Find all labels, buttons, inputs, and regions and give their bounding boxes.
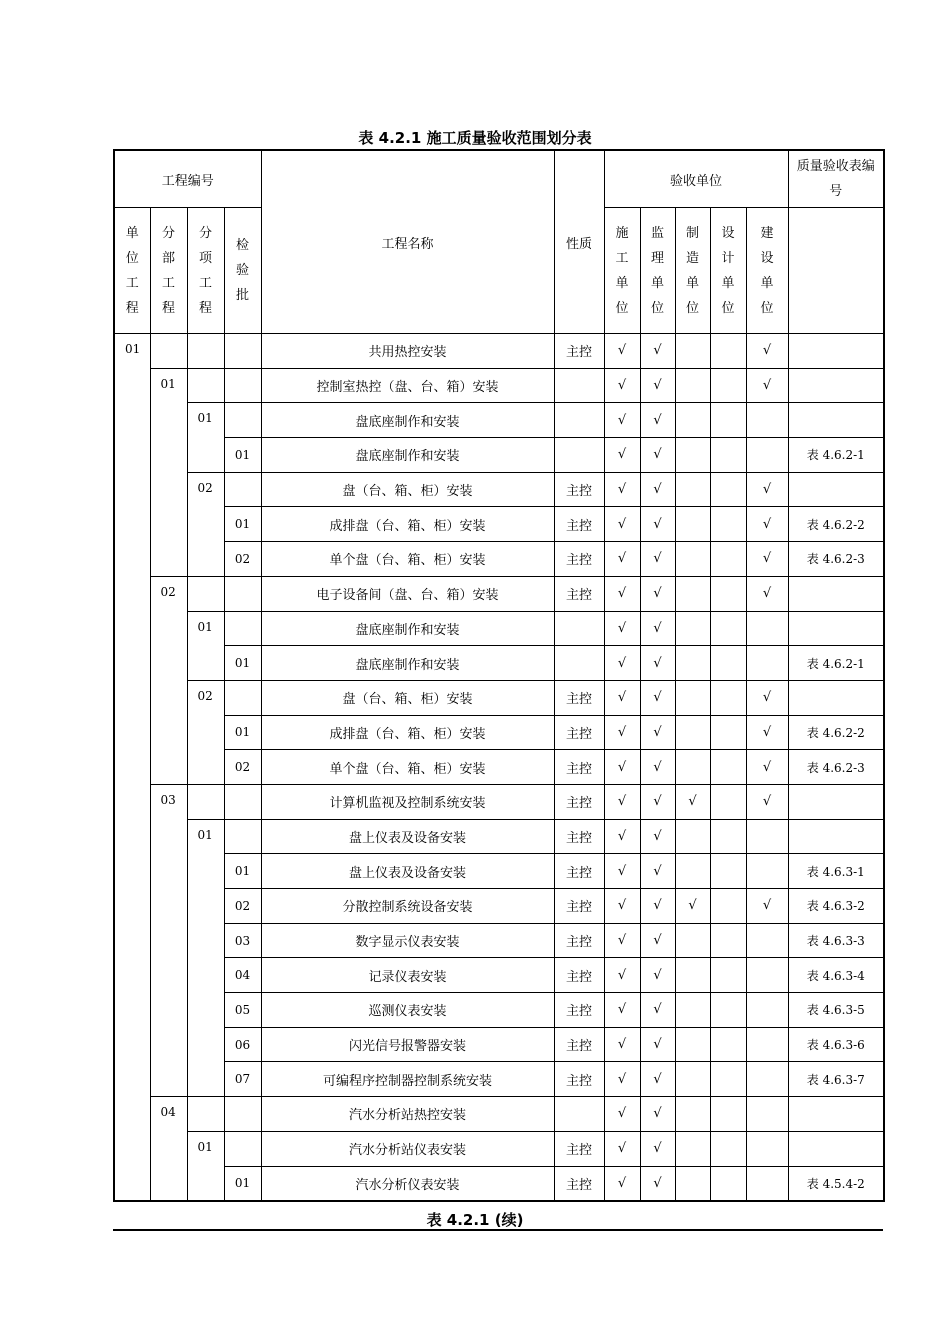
check-supervision: √ [640,784,675,819]
subitem-cell [187,1097,224,1132]
check-owner [746,611,788,646]
check-owner [746,1166,788,1201]
check-design [710,438,746,473]
form-number-cell [788,1131,884,1166]
check-design [710,958,746,993]
check-manufacturing [675,750,710,785]
subitem-cell [187,576,224,611]
check-manufacturing [675,1062,710,1097]
check-supervision: √ [640,368,675,403]
form-number-cell [788,819,884,854]
check-manufacturing [675,542,710,577]
check-supervision: √ [640,438,675,473]
table-row [114,819,884,854]
table-row [114,1166,884,1201]
check-construction: √ [604,368,640,403]
subitem-code-cell: 01 [187,819,224,1097]
nature-cell: 主控 [554,1062,604,1097]
check-owner [746,1131,788,1166]
check-manufacturing [675,923,710,958]
project-name-cell: 盘上仪表及设备安装 [261,854,554,889]
check-owner: √ [746,576,788,611]
nature-cell: 主控 [554,1166,604,1201]
lot-cell [224,1131,261,1166]
check-owner: √ [746,750,788,785]
project-name-cell: 盘底座制作和安装 [261,646,554,681]
check-manufacturing [675,715,710,750]
check-manufacturing: √ [675,784,710,819]
check-design [710,1027,746,1062]
project-name-cell: 盘底座制作和安装 [261,438,554,473]
check-construction: √ [604,1062,640,1097]
lot-code-cell: 03 [224,923,261,958]
nature-cell [554,1097,604,1132]
check-design [710,646,746,681]
check-manufacturing [675,958,710,993]
check-supervision: √ [640,993,675,1028]
nature-cell [554,368,604,403]
check-supervision: √ [640,958,675,993]
check-supervision: √ [640,680,675,715]
check-design [710,611,746,646]
check-construction: √ [604,1131,640,1166]
owner-unit-header: 建设单位 [746,208,788,334]
nature-cell: 主控 [554,854,604,889]
subitem-project-header: 分项工程 [187,208,224,334]
check-supervision: √ [640,611,675,646]
construction-unit-header: 施工单位 [604,208,640,334]
check-manufacturing [675,1097,710,1132]
nature-cell: 主控 [554,472,604,507]
project-name-cell: 控制室热控（盘、台、箱）安装 [261,368,554,403]
table-row [114,680,884,715]
check-owner: √ [746,507,788,542]
project-name-cell: 盘底座制作和安装 [261,611,554,646]
lot-cell [224,576,261,611]
check-supervision: √ [640,889,675,924]
nature-cell: 主控 [554,507,604,542]
lot-code-cell: 07 [224,1062,261,1097]
project-name-cell: 单个盘（台、箱、柜）安装 [261,750,554,785]
inspection-lot-header: 检验批 [224,208,261,334]
check-supervision: √ [640,472,675,507]
check-owner: √ [746,542,788,577]
form-number-cell: 表 4.6.3-4 [788,958,884,993]
lot-cell [224,334,261,369]
check-supervision: √ [640,1166,675,1201]
project-name-cell: 盘（台、箱、柜）安装 [261,680,554,715]
lot-code-cell: 05 [224,993,261,1028]
project-name-cell: 汽水分析站热控安装 [261,1097,554,1132]
lot-code-cell: 02 [224,889,261,924]
check-construction: √ [604,958,640,993]
form-number-cell: 表 4.6.3-2 [788,889,884,924]
check-design [710,819,746,854]
nature-cell: 主控 [554,334,604,369]
design-unit-header: 设计单位 [710,208,746,334]
lot-code-cell: 01 [224,507,261,542]
form-number-subheader [788,208,884,334]
nature-cell: 主控 [554,1027,604,1062]
form-number-cell: 表 4.6.3-1 [788,854,884,889]
check-owner: √ [746,889,788,924]
check-construction: √ [604,542,640,577]
table-row [114,1027,884,1062]
check-construction: √ [604,646,640,681]
nature-cell [554,403,604,438]
project-name-header: 工程名称 [261,150,554,334]
subitem-code-cell: 02 [187,472,224,576]
form-number-cell: 表 4.6.3-5 [788,993,884,1028]
check-design [710,993,746,1028]
check-owner [746,993,788,1028]
check-supervision: √ [640,715,675,750]
check-construction: √ [604,1097,640,1132]
project-code-header: 工程编号 [114,150,261,208]
check-supervision: √ [640,507,675,542]
check-manufacturing [675,576,710,611]
lot-code-cell: 04 [224,958,261,993]
table-row [114,889,884,924]
check-supervision: √ [640,576,675,611]
nature-header: 性质 [554,150,604,334]
bottom-rule [113,1229,883,1231]
check-supervision: √ [640,750,675,785]
project-name-cell: 分散控制系统设备安装 [261,889,554,924]
lot-code-cell: 02 [224,750,261,785]
table-row [114,611,884,646]
check-supervision: √ [640,819,675,854]
division-project-header: 分部工程 [150,208,187,334]
nature-cell: 主控 [554,958,604,993]
lot-code-cell: 01 [224,715,261,750]
subitem-code-cell: 01 [187,403,224,472]
subitem-code-cell: 01 [187,1131,224,1201]
project-name-cell: 可编程序控制器控制系统安装 [261,1062,554,1097]
manufacturing-unit-header: 制造单位 [675,208,710,334]
continuation-title: 表 4.2.1 (续) [426,1211,524,1229]
check-design [710,542,746,577]
table-row [114,854,884,889]
nature-cell: 主控 [554,715,604,750]
project-name-cell: 汽水分析仪表安装 [261,1166,554,1201]
form-number-cell: 表 4.6.2-2 [788,507,884,542]
check-supervision: √ [640,923,675,958]
check-owner [746,1097,788,1132]
check-manufacturing [675,611,710,646]
unit-project-header: 单位工程 [114,208,150,334]
table-row [114,958,884,993]
project-name-cell: 闪光信号报警器安装 [261,1027,554,1062]
lot-cell [224,611,261,646]
check-manufacturing [675,472,710,507]
form-number-header: 质量验收表编号 [788,150,884,208]
project-name-cell: 成排盘（台、箱、柜）安装 [261,715,554,750]
nature-cell: 主控 [554,993,604,1028]
check-construction: √ [604,611,640,646]
check-construction: √ [604,923,640,958]
check-manufacturing [675,1166,710,1201]
check-owner [746,438,788,473]
form-number-cell [788,576,884,611]
table-row [114,1062,884,1097]
check-supervision: √ [640,854,675,889]
form-number-cell [788,680,884,715]
check-construction: √ [604,750,640,785]
check-construction: √ [604,993,640,1028]
form-number-cell: 表 4.6.2-3 [788,750,884,785]
nature-cell: 主控 [554,542,604,577]
table-row [114,1097,884,1132]
check-owner: √ [746,784,788,819]
check-manufacturing [675,854,710,889]
project-name-cell: 共用热控安装 [261,334,554,369]
check-construction: √ [604,680,640,715]
check-owner [746,403,788,438]
check-owner: √ [746,368,788,403]
subitem-cell [187,784,224,819]
unit-code-cell: 01 [114,334,150,1202]
lot-code-cell: 01 [224,646,261,681]
table-row [114,472,884,507]
project-name-cell: 成排盘（台、箱、柜）安装 [261,507,554,542]
check-owner [746,1062,788,1097]
lot-cell [224,1097,261,1132]
table-row [114,750,884,785]
lot-cell [224,403,261,438]
table-row [114,993,884,1028]
form-number-cell: 表 4.6.3-6 [788,1027,884,1062]
table-row [114,646,884,681]
check-design [710,334,746,369]
form-number-cell [788,368,884,403]
division-code-cell: 04 [150,1097,187,1202]
quality-acceptance-table [113,149,885,1202]
check-manufacturing [675,368,710,403]
form-number-cell [788,334,884,369]
check-design [710,1062,746,1097]
table-row [114,1131,884,1166]
form-number-cell: 表 4.6.2-3 [788,542,884,577]
project-name-cell: 电子设备间（盘、台、箱）安装 [261,576,554,611]
check-construction: √ [604,334,640,369]
division-code-cell: 02 [150,576,187,784]
form-number-cell: 表 4.6.3-3 [788,923,884,958]
project-name-cell: 盘底座制作和安装 [261,403,554,438]
check-design [710,680,746,715]
form-number-cell [788,472,884,507]
table-row [114,715,884,750]
nature-cell: 主控 [554,923,604,958]
nature-cell [554,438,604,473]
check-supervision: √ [640,334,675,369]
check-supervision: √ [640,1027,675,1062]
check-construction: √ [604,889,640,924]
table-row [114,438,884,473]
nature-cell [554,646,604,681]
lot-code-cell: 01 [224,1166,261,1201]
check-manufacturing [675,334,710,369]
nature-cell: 主控 [554,784,604,819]
check-supervision: √ [640,1131,675,1166]
check-construction: √ [604,472,640,507]
lot-code-cell: 02 [224,542,261,577]
lot-code-cell: 01 [224,854,261,889]
nature-cell: 主控 [554,576,604,611]
check-construction: √ [604,784,640,819]
subitem-cell [187,334,224,369]
table-row [114,784,884,819]
form-number-cell [788,403,884,438]
check-supervision: √ [640,403,675,438]
nature-cell: 主控 [554,750,604,785]
check-owner: √ [746,715,788,750]
table-row [114,368,884,403]
lot-code-cell: 01 [224,438,261,473]
check-manufacturing [675,1131,710,1166]
check-construction: √ [604,819,640,854]
check-design [710,403,746,438]
table-row [114,403,884,438]
check-manufacturing [675,819,710,854]
check-construction: √ [604,854,640,889]
check-owner [746,1027,788,1062]
form-number-cell: 表 4.5.4-2 [788,1166,884,1201]
check-supervision: √ [640,1097,675,1132]
lot-cell [224,368,261,403]
project-name-cell: 盘（台、箱、柜）安装 [261,472,554,507]
subitem-cell [187,368,224,403]
check-design [710,854,746,889]
table-row [114,576,884,611]
subitem-code-cell: 02 [187,680,224,784]
check-construction: √ [604,715,640,750]
lot-code-cell: 06 [224,1027,261,1062]
form-number-cell: 表 4.6.3-7 [788,1062,884,1097]
project-name-cell: 汽水分析站仪表安装 [261,1131,554,1166]
lot-cell [224,472,261,507]
check-design [710,368,746,403]
nature-cell: 主控 [554,680,604,715]
check-construction: √ [604,438,640,473]
check-manufacturing [675,1027,710,1062]
form-number-cell [788,784,884,819]
check-design [710,889,746,924]
check-manufacturing [675,403,710,438]
check-owner: √ [746,680,788,715]
nature-cell: 主控 [554,889,604,924]
check-construction: √ [604,576,640,611]
check-supervision: √ [640,1062,675,1097]
division-code-cell: 03 [150,784,187,1096]
project-name-cell: 计算机监视及控制系统安装 [261,784,554,819]
table-row [114,542,884,577]
project-name-cell: 记录仪表安装 [261,958,554,993]
check-design [710,576,746,611]
form-number-cell [788,1097,884,1132]
project-name-cell: 单个盘（台、箱、柜）安装 [261,542,554,577]
form-number-cell: 表 4.6.2-2 [788,715,884,750]
check-manufacturing [675,680,710,715]
form-number-cell: 表 4.6.2-1 [788,438,884,473]
check-owner: √ [746,472,788,507]
division-code-cell: 01 [150,368,187,576]
check-owner: √ [746,334,788,369]
check-design [710,715,746,750]
nature-cell: 主控 [554,1131,604,1166]
table-row [114,334,884,369]
check-owner [746,854,788,889]
check-construction: √ [604,1027,640,1062]
check-design [710,784,746,819]
check-design [710,923,746,958]
project-name-cell: 巡测仪表安装 [261,993,554,1028]
form-number-cell: 表 4.6.2-1 [788,646,884,681]
table-row [114,507,884,542]
check-manufacturing [675,993,710,1028]
check-design [710,1131,746,1166]
check-construction: √ [604,403,640,438]
lot-cell [224,784,261,819]
table-row [114,923,884,958]
check-supervision: √ [640,542,675,577]
check-supervision: √ [640,646,675,681]
check-design [710,472,746,507]
check-construction: √ [604,1166,640,1201]
check-design [710,750,746,785]
lot-cell [224,680,261,715]
check-manufacturing [675,646,710,681]
lot-cell [224,819,261,854]
table-title: 表 4.2.1 施工质量验收范围划分表 [358,129,592,147]
supervision-unit-header: 监理单位 [640,208,675,334]
check-design [710,1166,746,1201]
form-number-cell [788,611,884,646]
check-manufacturing [675,507,710,542]
check-owner [746,923,788,958]
check-manufacturing: √ [675,889,710,924]
check-manufacturing [675,438,710,473]
nature-cell [554,611,604,646]
division-cell [150,334,187,369]
check-owner [746,646,788,681]
project-name-cell: 数字显示仪表安装 [261,923,554,958]
project-name-cell: 盘上仪表及设备安装 [261,819,554,854]
check-construction: √ [604,507,640,542]
subitem-code-cell: 01 [187,611,224,680]
check-design [710,1097,746,1132]
check-design [710,507,746,542]
acceptance-units-header: 验收单位 [604,150,788,208]
check-owner [746,819,788,854]
check-owner [746,958,788,993]
nature-cell: 主控 [554,819,604,854]
